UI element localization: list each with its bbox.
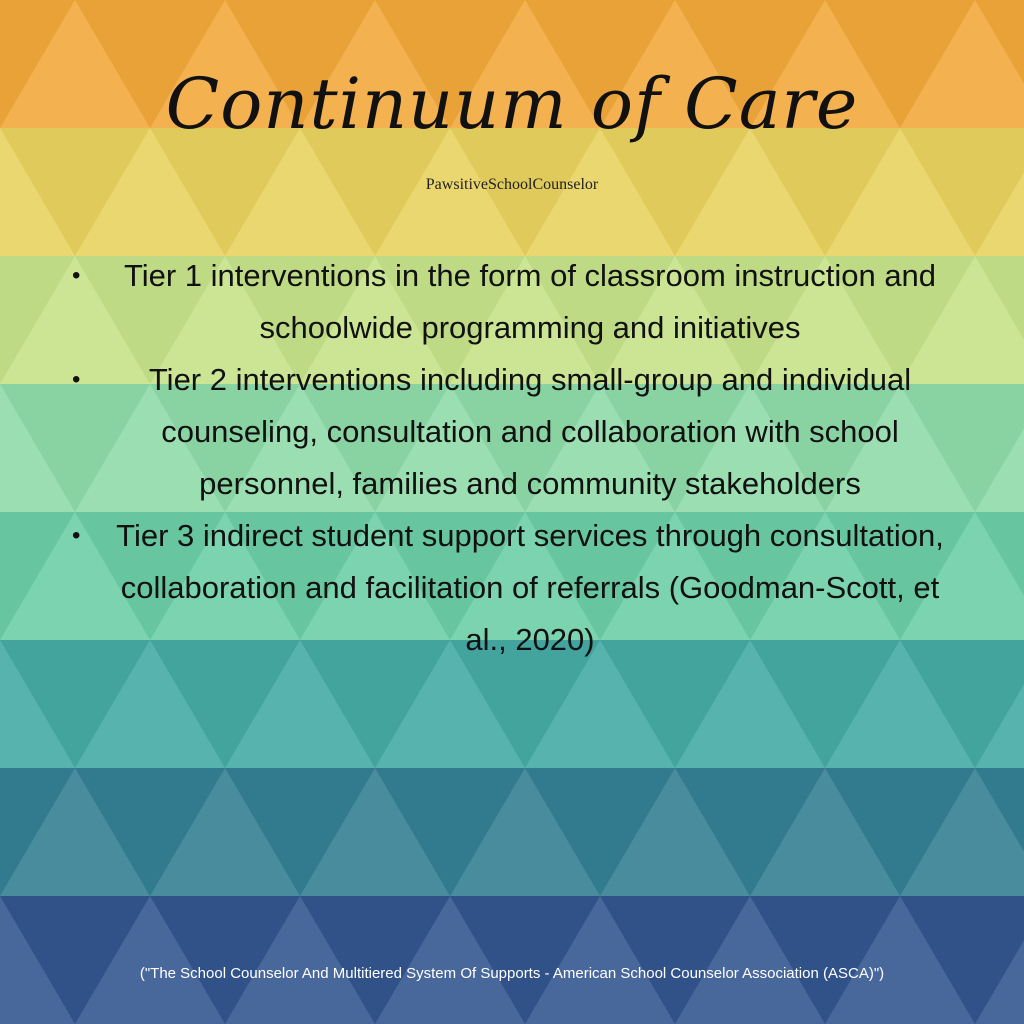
- bullet-icon: •: [72, 262, 81, 289]
- author-handle: PawsitiveSchoolCounselor: [425, 176, 599, 193]
- list-item: [60, 354, 960, 510]
- list-item: [60, 250, 960, 354]
- citation-footer: ("The School Counselor And Multitiered System Of Supports - American School Counselor Association (ASCA)"): [139, 965, 885, 982]
- tier-2-text: Tier 2 interventions including small-group and individual counseling, consultation and collaboration with school personnel, families and community stakeholders: [148, 362, 912, 501]
- bullet-icon: •: [72, 366, 81, 393]
- page-title: Continuum of Care: [165, 63, 859, 145]
- tier-1-text: Tier 1 interventions in the form of classroom instruction and schoolwide programming and initiatives: [123, 258, 937, 345]
- tier-list: [60, 250, 960, 666]
- tier-3-text: Tier 3 indirect student support services through consultation, collaboration and facilitation of referrals (Goodman-Scott, et al., 2020): [116, 518, 944, 657]
- bullet-icon: •: [72, 522, 81, 549]
- list-item: [60, 510, 960, 666]
